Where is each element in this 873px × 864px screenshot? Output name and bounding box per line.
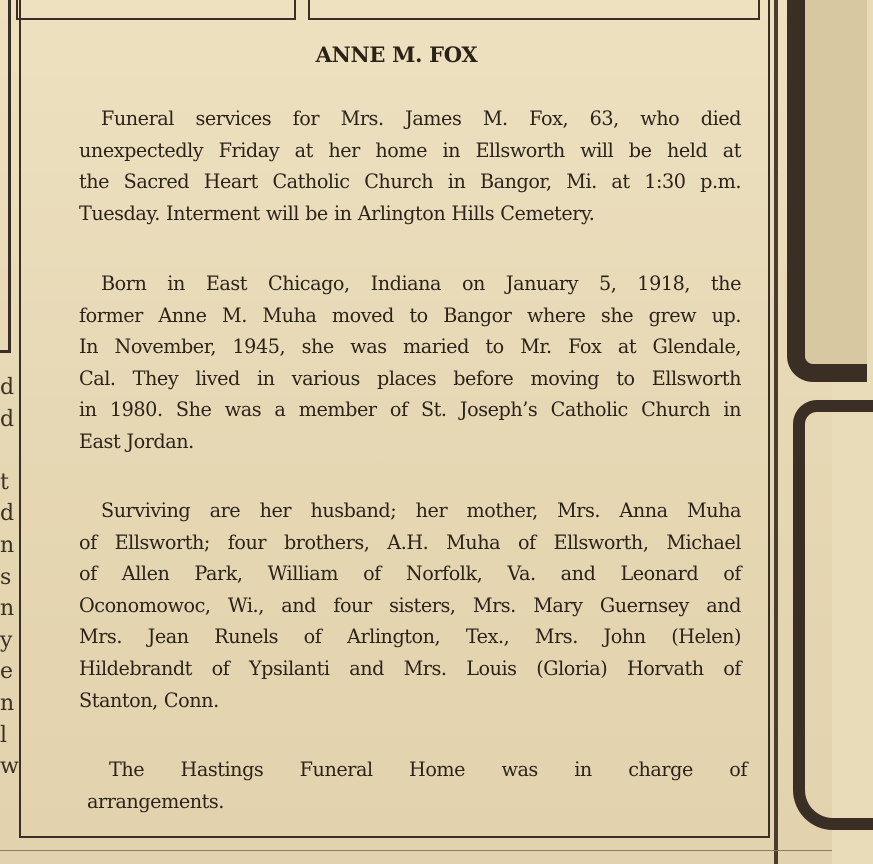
left-fragment-letter: n (0, 596, 15, 622)
text-line: former Anne M. Muha moved to Bangor where she grew up. (79, 303, 741, 327)
text-line: Hildebrandt of Ypsilanti and Mrs. Louis (Gloria) Horvath of (79, 656, 741, 680)
left-fragment-letter (0, 435, 14, 467)
adjacent-ad-frame-bottom (793, 400, 873, 830)
article-headline: ANNE M. FOX (315, 42, 478, 67)
obituary-article (19, 0, 770, 838)
left-column-text-fragment (0, 372, 19, 783)
text-line: of Ellsworth; four brothers, A.H. Muha of Ellsworth, Michael (79, 530, 741, 554)
paragraph-funeral-services (79, 103, 741, 229)
text-line: arrangements. (87, 789, 224, 813)
left-fragment-letter: n (0, 690, 15, 716)
text-line: Oconomowoc, Wi., and four sisters, Mrs. Mary Guernsey and (79, 593, 741, 617)
text-line: Funeral services for Mrs. James M. Fox, 63, who died (101, 107, 741, 130)
left-fragment-letter: s (0, 564, 12, 590)
text-line: The Hastings Funeral Home was in charge of (109, 758, 747, 781)
column-rule (774, 0, 778, 864)
left-fragment-letter: t (0, 469, 9, 495)
left-fragment-letter: n (0, 532, 15, 558)
left-fragment-letter: w (0, 754, 19, 780)
text-line: in 1980. She was a member of St. Joseph’s Catholic Church in (79, 398, 741, 422)
left-fragment-letter: e (0, 659, 14, 685)
text-line: Tuesday. Interment will be in Arlington Hills Cemetery. (79, 201, 595, 225)
page-bottom-rule (0, 850, 832, 851)
left-fragment-letter: d (0, 406, 15, 432)
text-line: East Jordan. (79, 429, 194, 453)
paragraph-biography (79, 268, 741, 458)
text-line: Mrs. Jean Runels of Arlington, Tex., Mrs. John (Helen) (79, 625, 741, 649)
left-column-border (0, 0, 11, 353)
text-line: unexpectedly Friday at her home in Ellsworth will be held at (79, 138, 741, 162)
text-line: Surviving are her husband; her mother, Mrs. Anna Muha (101, 499, 741, 522)
text-line: the Sacred Heart Catholic Church in Bangor, Mi. at 1:30 p.m. (79, 170, 741, 194)
left-fragment-letter: d (0, 501, 15, 527)
left-fragment-letter: y (0, 627, 13, 653)
text-line: of Allen Park, William of Norfolk, Va. and Leonard of (79, 562, 741, 586)
paragraph-survivors (79, 495, 741, 716)
paragraph-arrangements (87, 754, 747, 817)
text-line: Born in East Chicago, Indiana on January 5, 1918, the (101, 272, 741, 295)
text-line: Cal. They lived in various places before moving to Ellsworth (79, 366, 741, 390)
text-line: Stanton, Conn. (79, 688, 219, 712)
left-fragment-letter: l (0, 722, 8, 748)
text-line: In November, 1945, she was maried to Mr. Fox at Glendale, (79, 335, 741, 359)
left-fragment-letter: d (0, 375, 15, 400)
adjacent-ad-frame-top (787, 0, 867, 382)
